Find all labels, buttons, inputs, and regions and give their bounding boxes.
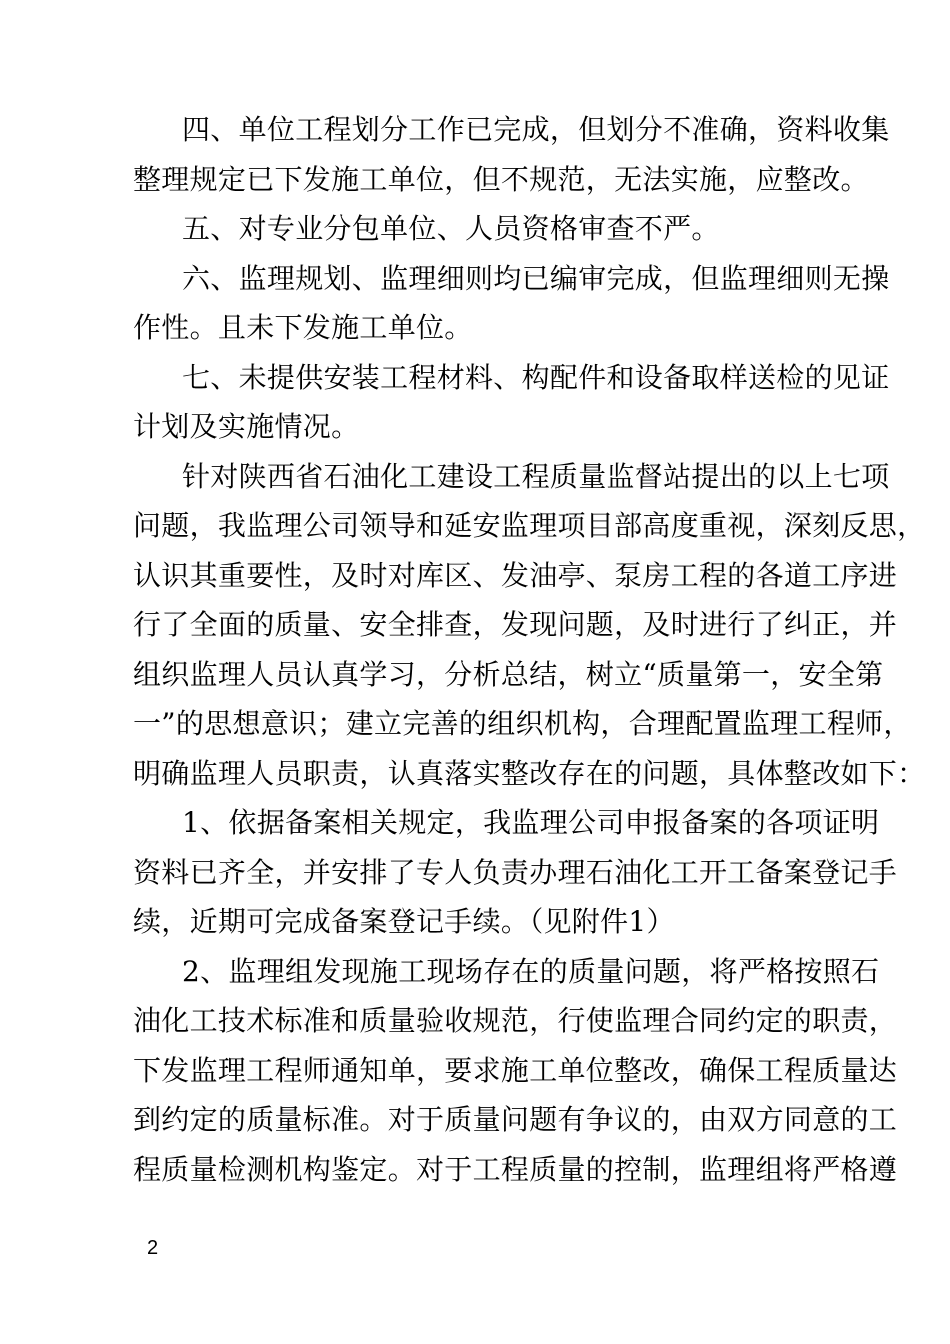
text-line: 油化工技术标准和质量验收规范，行使监理合同约定的职责，	[133, 1004, 898, 1037]
text-line: 七、未提供安装工程材料、构配件和设备取样送检的见证	[182, 361, 890, 394]
text-line: 整理规定已下发施工单位，但不规范，无法实施，应整改。	[133, 163, 869, 196]
text-line: 下发监理工程师通知单，要求施工单位整改，确保工程质量达	[133, 1054, 898, 1087]
text-line: 问题，我监理公司领导和延安监理项目部高度重视，深刻反思，	[133, 509, 926, 542]
text-line: 资料已齐全，并安排了专人负责办理石油化工开工备案登记手	[133, 856, 898, 889]
text-line: 针对陕西省石油化工建设工程质量监督站提出的以上七项	[182, 460, 890, 493]
text-line: 续，近期可完成备案登记手续。（见附件1）	[133, 905, 675, 938]
text-line: 作性。且未下发施工单位。	[133, 311, 473, 344]
text-line: 认识其重要性，及时对库区、发油亭、泵房工程的各道工序进	[133, 559, 898, 592]
text-line: 2、监理组发现施工现场存在的质量问题，将严格按照石	[182, 955, 880, 988]
text-line: 一”的思想意识；建立完善的组织机构，合理配置监理工程师，	[133, 707, 912, 740]
text-line: 五、对专业分包单位、人员资格审查不严。	[182, 212, 720, 245]
text-line: 计划及实施情况。	[133, 410, 360, 443]
text-line: 程质量检测机构鉴定。对于工程质量的控制，监理组将严格遵	[133, 1153, 898, 1186]
text-line: 组织监理人员认真学习，分析总结，树立“质量第一，安全第	[133, 658, 884, 691]
text-line: 六、监理规划、监理细则均已编审完成，但监理细则无操	[182, 262, 890, 295]
page-number: 2	[147, 1237, 159, 1259]
text-line: 四、单位工程划分工作已完成，但划分不准确，资料收集	[182, 113, 890, 146]
text-line: 行了全面的质量、安全排查，发现问题，及时进行了纠正，并	[133, 608, 898, 641]
text-line: 到约定的质量标准。对于质量问题有争议的，由双方同意的工	[133, 1103, 898, 1136]
text-line: 1、依据备案相关规定，我监理公司申报备案的各项证明	[182, 806, 880, 839]
text-line: 明确监理人员职责，认真落实整改存在的问题，具体整改如下：	[133, 757, 926, 790]
